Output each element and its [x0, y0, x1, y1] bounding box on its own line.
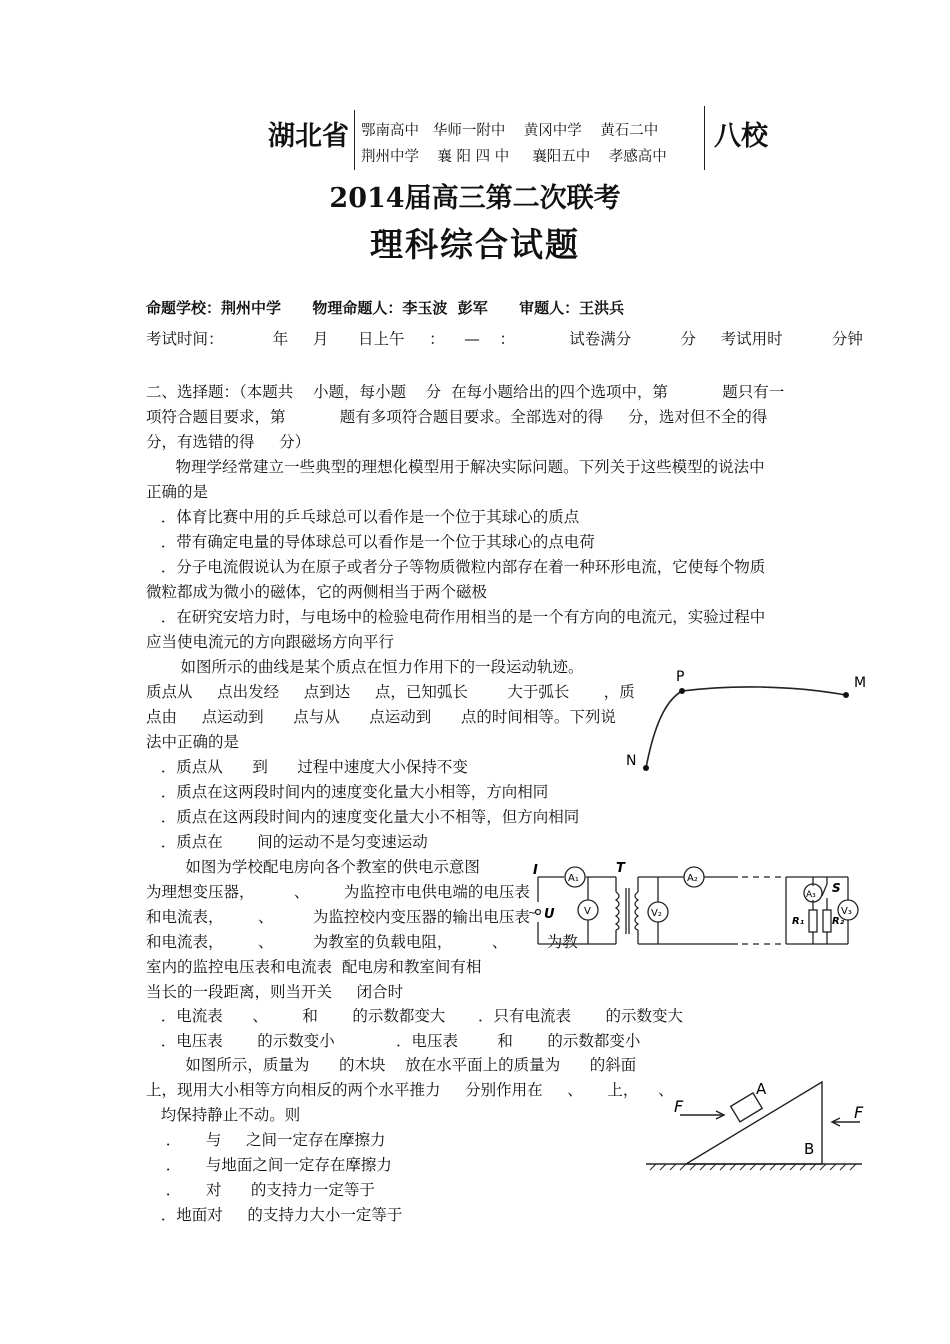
header-divider-left	[354, 110, 355, 170]
q4-stem-line-3: 均保持静止不动。则	[146, 1106, 301, 1124]
point-p	[679, 688, 685, 694]
label-a3: A₃	[806, 890, 816, 900]
q1-stem-line-1: 物理学经常建立一些典型的理想化模型用于解决实际问题。下列关于这些模型的说法中	[146, 458, 765, 476]
trajectory-curve	[646, 687, 846, 768]
label-v1: V	[584, 906, 591, 917]
q1-option-c: ．分子电流假说认为在原子或者分子等物质微粒内部存在着一种环形电流，它使每个物质	[146, 558, 766, 576]
label-switch-s: S	[832, 881, 841, 895]
point-n	[643, 765, 649, 771]
q2-stem-line-2: 质点从 点出发经 点到达 点，已知弧长 大于弧长 ，质	[146, 683, 635, 701]
circuit-figure	[528, 852, 864, 957]
label-r1: R₁	[792, 916, 805, 927]
exam-info-line: 考试时间： 年 月 日上午 ： — ： 试卷满分 分 考试用时 分钟	[146, 330, 863, 348]
subject-title: 理科综合试题	[370, 225, 580, 264]
q4-stem-line-2: 上，现用大小相等方向相反的两个水平推力 分别作用在 、 上， 、	[146, 1081, 674, 1099]
incline-figure	[640, 1078, 870, 1178]
q3-stem-line-5: 室内的监控电压表和电流表 配电房和教室间有相	[146, 958, 482, 976]
q2-stem-line-1: 如图所示的曲线是某个质点在恒力作用下的一段运动轨迹。	[146, 658, 584, 676]
q4-stem-line-1: 如图所示，质量为 的木块 放在水平面上的质量为 的斜面	[146, 1056, 637, 1074]
ac-source-icon: ~	[528, 908, 537, 919]
q1-option-b: ．带有确定电量的导体球总可以看作是一个位于其球心的点电荷	[146, 533, 595, 551]
q3-stem-line-2: 为理想变压器， 、 为监控市电供电端的电压表	[146, 883, 530, 901]
label-f-left: F	[674, 1097, 684, 1116]
q3-stem-line-1: 如图为学校配电房向各个教室的供电示意图	[146, 858, 480, 876]
header-province: 湖北省	[268, 121, 349, 152]
authors-line: 命题学校：荆州中学 物理命题人：李玉波 彭军 审题人：王洪兵	[146, 299, 625, 317]
q3-stem-line-6: 当长的一段距离，则当开关 闭合时	[146, 983, 404, 1001]
q3-stem-line-4: 和电流表， 、 为教室的负载电阻， 、 为教	[146, 933, 578, 951]
instructions-line-3: 分，有选错的得 分）	[146, 433, 311, 451]
instructions-line-2: 项符合题目要求，第 题有多项符合题目要求。全部选对的得 分，选对但不全的得	[146, 408, 768, 426]
q2-stem-line-4: 法中正确的是	[146, 733, 240, 751]
q3-option-a: ．电流表 、 和 的示数都变大	[146, 1007, 446, 1025]
q3-option-c: ．电压表 的示数变小	[146, 1032, 335, 1050]
label-r2: R₂	[832, 916, 845, 927]
label-p: P	[676, 669, 685, 685]
point-m	[843, 692, 849, 698]
q2-option-d: ．质点在 间的运动不是匀变速运动	[146, 833, 428, 851]
label-f-right: F	[854, 1103, 864, 1122]
label-a1: A₁	[568, 873, 579, 884]
header-divider-right	[704, 106, 705, 170]
label-a2: A₂	[687, 873, 698, 884]
q4-option-c: ． 对 的支持力一定等于	[146, 1181, 375, 1199]
q2-option-a: ．质点从 到 过程中速度大小保持不变	[146, 758, 468, 776]
q1-option-d: ．在研究安培力时，与电场中的检验电荷作用相当的是一个有方向的电流元，实验过程中	[146, 608, 766, 626]
label-a: A	[756, 1080, 767, 1098]
q1-option-c-cont: 微粒都成为微小的磁体，它的两侧相当于两个磁极	[146, 583, 488, 601]
label-v3: V₃	[841, 906, 852, 917]
instructions-line-1: 二、选择题：（本题共 小题，每小题 分 在每小题给出的四个选项中，第 题只有一	[146, 383, 785, 401]
label-m: M	[854, 675, 867, 691]
header-eight-schools: 八校	[714, 121, 768, 152]
q4-option-a: ． 与 之间一定存在摩擦力	[146, 1131, 386, 1149]
q3-option-d: ．电压表 和 的示数都变小	[396, 1032, 641, 1050]
q4-option-d: ．地面对 的支持力大小一定等于	[146, 1206, 403, 1224]
label-current-i: I	[533, 863, 538, 878]
label-voltage-u: U	[544, 907, 555, 922]
header-schools-row2: 荆州中学 襄 阳 四 中 襄阳五中 孝感高中	[361, 149, 667, 165]
q1-option-a: ．体育比赛中用的乒乓球总可以看作是一个位于其球心的质点	[146, 508, 580, 526]
exam-title: 2014届高三第二次联考	[329, 183, 621, 214]
label-transformer-t: T	[616, 861, 625, 876]
label-v2: V₂	[651, 908, 662, 919]
q2-stem-line-3: 点由 点运动到 点与从 点运动到 点的时间相等。下列说	[146, 708, 616, 726]
header-schools-row1: 鄂南高中 华师一附中 黄冈中学 黄石二中	[361, 123, 659, 139]
label-b: B	[804, 1140, 815, 1158]
q3-stem-line-3: 和电流表， 、 为监控校内变压器的输出电压表	[146, 908, 530, 926]
trajectory-figure	[620, 665, 880, 780]
q1-option-d-cont: 应当使电流元的方向跟磁场方向平行	[146, 633, 395, 651]
q2-option-c: ．质点在这两段时间内的速度变化量大小不相等，但方向相同	[146, 808, 580, 826]
q3-option-b: ．只有电流表 的示数变大	[478, 1007, 683, 1025]
q2-option-b: ．质点在这两段时间内的速度变化量大小相等，方向相同	[146, 783, 549, 801]
label-n: N	[626, 753, 637, 769]
q4-option-b: ． 与地面之间一定存在摩擦力	[146, 1156, 392, 1174]
q1-stem-line-2: 正确的是	[146, 483, 209, 501]
